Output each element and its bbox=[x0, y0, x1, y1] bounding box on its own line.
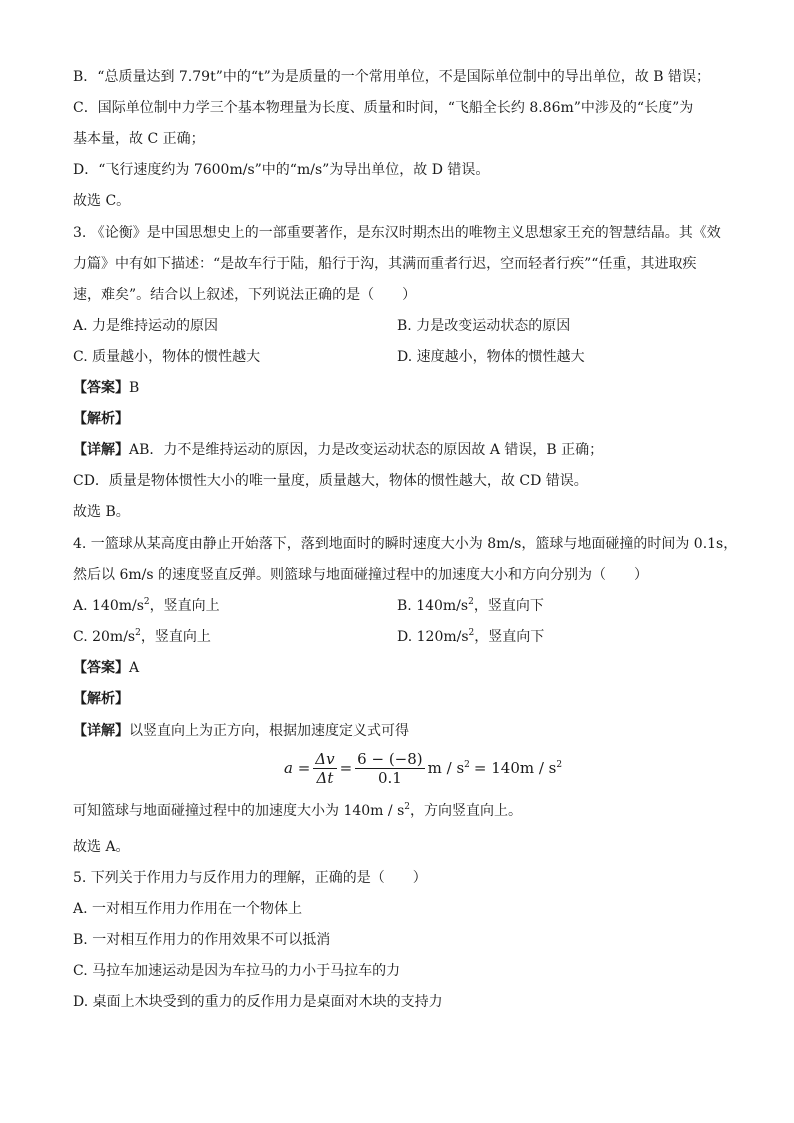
detail-tag: 【详解】 bbox=[73, 723, 129, 739]
option-b-explanation: B．“总质量达到 7.79t”中的“t”为是质量的一个常用单位，不是国际单位制中的导出单位，故 B 错误； bbox=[73, 69, 710, 85]
formula-unit: m / $s^2$ bbox=[427, 759, 470, 777]
option-c-explanation: C．国际单位制中力学三个基本物理量为长度、质量和时间，“飞船全长约 8.86m”中涉及的“长度”为 bbox=[73, 100, 694, 116]
analysis-tag: 【解析】 bbox=[73, 411, 129, 427]
q4-analysis-tag bbox=[73, 690, 129, 708]
q4-option-c: C. $20m/s^2$，竖直向上 bbox=[73, 628, 211, 645]
q3-stem-line1: 3. 《论衡》是中国思想史上的一部重要著作，是东汉时期杰出的唯物主义思想家王充的智慧结晶。其《效 bbox=[73, 225, 721, 241]
fraction-denominator: 0.1 bbox=[377, 768, 402, 787]
q4-detail-line1 bbox=[73, 722, 409, 740]
fraction-numerator: 6 − (−8) bbox=[357, 749, 423, 768]
q5-option-b: B. 一对相互作用力的作用效果不可以抵消 bbox=[73, 932, 331, 948]
q3-analysis-tag bbox=[73, 410, 129, 428]
detail-tag: 【详解】 bbox=[73, 442, 129, 458]
q5-option-c: C. 马拉车加速运动是因为车拉马的力小于马拉车的力 bbox=[73, 963, 401, 979]
q3-answer bbox=[73, 379, 139, 397]
formula-lhs: a = bbox=[284, 759, 311, 777]
q3-stem-line3: 速，难矣”。结合以上叙述，下列说法正确的是（ ） bbox=[73, 287, 417, 303]
fraction-denominator: Δt bbox=[316, 768, 334, 787]
q3-stem-line2: 力篇》中有如下描述：“是故车行于陆，船行于沟，其满而重者行迟，空而轻者行疾”“任重，其进取疾 bbox=[73, 256, 697, 272]
q3-option-b: B. 力是改变运动状态的原因 bbox=[397, 318, 571, 334]
q3-final-choice: 故选 B。 bbox=[73, 504, 130, 520]
answer-tag: 【答案】 bbox=[73, 380, 129, 396]
acceleration-formula bbox=[284, 750, 562, 786]
q3-detail-line1 bbox=[73, 441, 603, 459]
q4-final-choice: 故选 A。 bbox=[73, 839, 130, 855]
fraction-values bbox=[355, 751, 424, 786]
q4-option-b: B. $140m/s^2$，竖直向下 bbox=[397, 597, 544, 614]
analysis-tag: 【解析】 bbox=[73, 691, 129, 707]
q4-stem-line2: 然后以 6m/s 的速度竖直反弹。则篮球与地面碰撞过程中的加速度大小和方向分别为（ ） bbox=[73, 567, 648, 583]
fraction-numerator: Δv bbox=[315, 749, 335, 768]
option-d-explanation: D．“飞行速度约为 7600m/s”中的“m/s”为导出单位，故 D 错误。 bbox=[73, 162, 490, 178]
answer-value: A bbox=[129, 660, 140, 676]
q3-detail-line2: CD．质量是物体惯性大小的唯一量度，质量越大，物体的惯性越大，故 CD 错误。 bbox=[73, 473, 588, 489]
q3-option-a: A. 力是维持运动的原因 bbox=[73, 318, 219, 334]
q4-stem-line1: 4. 一篮球从某高度由静止开始落下，落到地面时的瞬时速度大小为 8m/s，篮球与地面碰撞的时间为 0.1s， bbox=[73, 536, 738, 552]
detail-text: 以竖直向上为正方向，根据加速度定义式可得 bbox=[129, 723, 409, 739]
q4-option-d: D. $120m/s^2$，竖直向下 bbox=[397, 628, 545, 645]
fraction-delta bbox=[313, 751, 336, 786]
q3-option-d: D. 速度越小，物体的惯性越大 bbox=[397, 349, 585, 365]
answer-value: B bbox=[129, 380, 140, 396]
formula-equals: = bbox=[339, 759, 353, 777]
q4-conclusion: 可知篮球与地面碰撞过程中的加速度大小为 $140m / s^2$，方向竖直向上。 bbox=[73, 802, 522, 819]
detail-text: AB．力不是维持运动的原因，力是改变运动状态的原因故 A 错误，B 正确； bbox=[129, 442, 604, 458]
q5-stem: 5. 下列关于作用力与反作用力的理解，正确的是（ ） bbox=[73, 870, 427, 886]
q4-option-a: A. $140m/s^2$，竖直向上 bbox=[73, 597, 220, 614]
q3-option-c: C. 质量越小，物体的惯性越大 bbox=[73, 349, 261, 365]
q5-option-d: D. 桌面上木块受到的重力的反作用力是桌面对木块的支持力 bbox=[73, 994, 443, 1010]
q4-answer bbox=[73, 659, 139, 677]
answer-tag: 【答案】 bbox=[73, 660, 129, 676]
q2-final-choice: 故选 C。 bbox=[73, 193, 131, 209]
formula-result: = $140m / s^2$ bbox=[473, 759, 563, 777]
q5-option-a: A. 一对相互作用力作用在一个物体上 bbox=[73, 901, 303, 917]
option-c-explanation-cont: 基本量，故 C 正确； bbox=[73, 131, 205, 147]
